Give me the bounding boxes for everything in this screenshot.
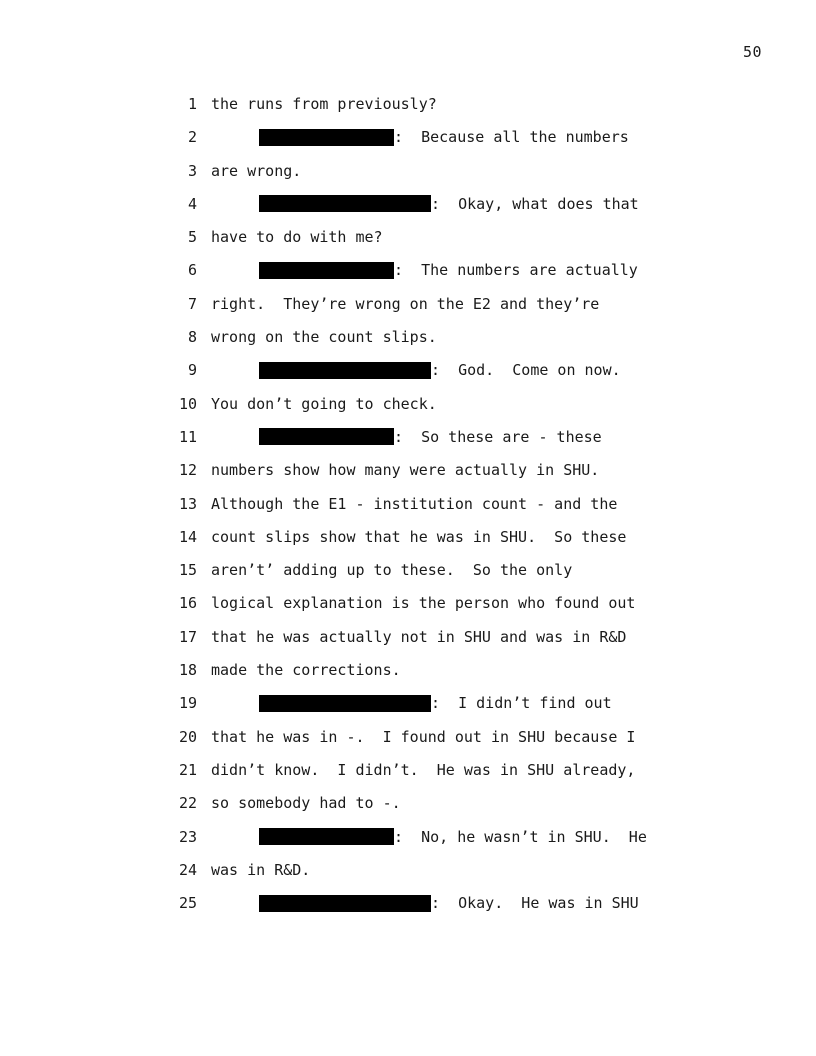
speech-text: : Because all the numbers	[394, 128, 629, 147]
line-number: 22	[178, 794, 197, 813]
transcript-line	[0, 125, 816, 158]
redacted-speaker-name	[259, 828, 394, 845]
speech-text: : The numbers are actually	[394, 261, 638, 280]
line-number: 3	[187, 161, 197, 180]
line-number: 10	[178, 394, 197, 413]
line-text: aren’t’ adding up to these. So the only	[211, 561, 573, 580]
line-text: You don’t going to check.	[211, 394, 437, 413]
line-text	[259, 358, 621, 382]
transcript-line	[0, 858, 816, 891]
line-text: that he was actually not in SHU and was in R&D	[211, 627, 627, 646]
transcript-line	[0, 492, 816, 525]
redacted-speaker-name	[259, 129, 394, 146]
redacted-speaker-name	[259, 262, 394, 279]
line-text	[259, 825, 647, 849]
line-text	[259, 125, 629, 149]
page-number: 50	[742, 43, 762, 61]
line-number: 15	[178, 561, 197, 580]
line-text: logical explanation is the person who found out	[211, 594, 636, 613]
line-number: 4	[187, 194, 197, 213]
speech-text: : Okay, what does that	[431, 194, 639, 213]
transcript-line	[0, 891, 816, 924]
transcript-line	[0, 525, 816, 558]
transcript-line	[0, 725, 816, 758]
transcript-line	[0, 791, 816, 824]
line-number: 14	[178, 527, 197, 546]
redacted-speaker-name	[259, 362, 431, 379]
transcript-line	[0, 625, 816, 658]
transcript-line	[0, 159, 816, 192]
transcript-line	[0, 425, 816, 458]
transcript-line	[0, 458, 816, 491]
line-number: 19	[178, 694, 197, 713]
line-number: 18	[178, 661, 197, 680]
transcript-line	[0, 658, 816, 691]
line-number: 21	[178, 760, 197, 779]
transcript-line	[0, 292, 816, 325]
line-number: 20	[178, 727, 197, 746]
transcript-line	[0, 591, 816, 624]
line-number: 17	[178, 627, 197, 646]
line-text: count slips show that he was in SHU. So these	[211, 527, 627, 546]
transcript-line	[0, 825, 816, 858]
line-text	[259, 258, 638, 282]
transcript-line	[0, 558, 816, 591]
speech-text: : I didn’t find out	[431, 694, 612, 713]
line-text	[259, 425, 602, 449]
line-text	[259, 691, 612, 715]
line-number: 1	[187, 95, 197, 113]
redacted-speaker-name	[259, 895, 431, 912]
speech-text: : So these are - these	[394, 427, 602, 446]
line-text	[259, 891, 639, 915]
speech-text: : Okay. He was in SHU	[431, 894, 639, 913]
line-text: numbers show how many were actually in SHU.	[211, 461, 600, 480]
line-number: 2	[187, 128, 197, 147]
speech-text: : No, he wasn’t in SHU. He	[394, 827, 647, 846]
line-text: are wrong.	[211, 161, 302, 180]
transcript-line	[0, 358, 816, 391]
redacted-speaker-name	[259, 428, 394, 445]
line-text: made the corrections.	[211, 661, 401, 680]
transcript-line	[0, 392, 816, 425]
line-number: 16	[178, 594, 197, 613]
line-text: didn’t know. I didn’t. He was in SHU already,	[211, 760, 636, 779]
line-text: that he was in -. I found out in SHU because I	[211, 727, 636, 746]
line-text: was in R&D.	[211, 860, 311, 879]
line-text: have to do with me?	[211, 228, 383, 247]
line-text: Although the E1 - institution count - and the	[211, 494, 618, 513]
line-number: 8	[187, 328, 197, 347]
speech-text: : God. Come on now.	[431, 361, 621, 380]
line-number: 24	[178, 860, 197, 879]
redacted-speaker-name	[259, 195, 431, 212]
line-number: 9	[187, 361, 197, 380]
line-number: 25	[178, 894, 197, 913]
line-number: 12	[178, 461, 197, 480]
line-text: so somebody had to -.	[211, 794, 401, 813]
line-text: the runs from previously?	[211, 95, 437, 113]
line-text: wrong on the count slips.	[211, 328, 437, 347]
line-number: 13	[178, 494, 197, 513]
line-number: 7	[187, 294, 197, 313]
transcript-line	[0, 225, 816, 258]
transcript-line	[0, 92, 816, 125]
line-number: 6	[187, 261, 197, 280]
redacted-speaker-name	[259, 695, 431, 712]
line-text	[259, 192, 639, 216]
line-text: right. They’re wrong on the E2 and they’re	[211, 294, 600, 313]
transcript-line	[0, 192, 816, 225]
transcript-line	[0, 691, 816, 724]
transcript-line	[0, 758, 816, 791]
line-number: 11	[178, 427, 197, 446]
transcript-line	[0, 325, 816, 358]
transcript-body	[0, 92, 816, 924]
line-number: 5	[187, 228, 197, 247]
line-number: 23	[178, 827, 197, 846]
transcript-line	[0, 258, 816, 291]
